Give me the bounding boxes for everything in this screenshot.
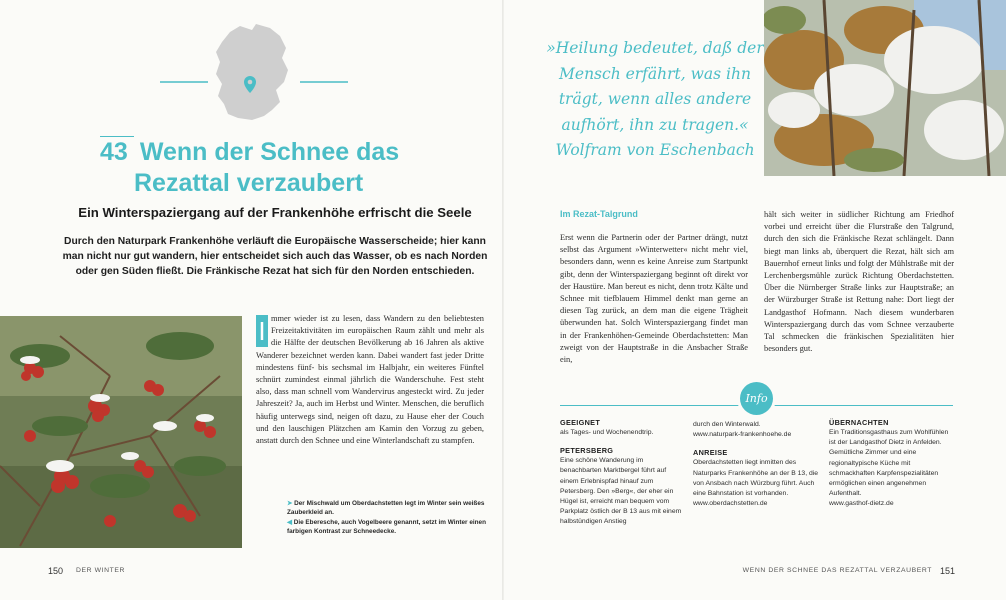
rowan-berries-photo	[0, 316, 242, 548]
caption-1: ➤ Der Mischwald um Oberdachstetten legt im Winter sein weißes Zauberkleid an.	[287, 500, 485, 517]
info-uebernachten-text: Ein Traditionsgasthaus zum Wohlfühlen ist der Landgasthof Dietz in Anfelden. Gemütliche Zimmer und eine regionaltypische Küche mit schmackhaften Karpfenspezialitäten ermöglichen einen angenehmen Aufenthalt.	[829, 429, 949, 498]
right-body-col2: hält sich weiter in südlicher Richtung am Friedhof vorbei und erreicht über die Flurstraße den Talgrund, durch den sich die Fränkische Rezat schlängelt. Dann biegt man links ab, überquert die Rezat, hält sich am Bauernhof erneut links und folgt der Mühlstraße mit der Lerchenbergsmühle zurück Richtung Oberdachstetten. Über die Nürnberger Straße links zur Hauptstraße; an der Würzburger Straße ist Rettung nahe: Dort liegt der Landgasthof Hofmann. Nach diesem wunderbaren Winterspaziergang durch das vom Schnee verzauberte Tal schmecken die fränkischen Spezialitäten hier besonders gut.	[764, 210, 954, 354]
chapter-subtitle: Ein Winterspaziergang auf der Frankenhöhe erfrischt die Seele	[78, 205, 472, 220]
info-petersberg-text: Eine schöne Wanderung im benachbarten Marktbergel führt auf einem Erlebnispfad hinauf zum Petersberg. Den »Berg«, der eher ein Hügel ist, erreicht man bequem vom Parkplatz östlich der B 13 aus mit einem halbstündigen Anstieg	[560, 457, 682, 526]
info-geeignet-text: als Tages- und Wochenendtrip.	[560, 429, 654, 436]
info-petersberg-heading: PETERSBERG	[560, 446, 614, 456]
info-uebernachten-link[interactable]: www.gasthof-dietz.de	[829, 500, 894, 508]
right-running-head: WENN DER SCHNEE DAS REZATTAL VERZAUBERT	[742, 567, 932, 574]
page-gutter	[502, 0, 504, 600]
chapter-number: 43	[100, 136, 134, 168]
dropcap: I	[256, 315, 268, 347]
info-petersberg-link[interactable]: www.naturpark-frankenhoehe.de	[693, 431, 792, 439]
left-page-number: 150	[48, 566, 64, 576]
quote-author: Wolfram von Eschenbach	[555, 141, 755, 159]
quote-line-4: aufhört, ihn zu tragen.«	[561, 115, 749, 134]
info-uebernachten-heading: ÜBERNACHTEN	[829, 418, 889, 427]
quote-line-1: »Heilung bedeutet, daß der	[546, 39, 764, 57]
caption-arrow-left-icon: ◀	[287, 518, 292, 526]
right-page-number: 151	[940, 566, 956, 576]
chapter-intro: Durch den Naturpark Frankenhöhe verläuft die Europäische Wasserscheide; hier kann man nicht nur gut wandern, hier entscheidet sich auch das Wasser, ob es nach Norden oder gen Süden fließt. Die Fränkische Rezat hat sich für den Norden entschieden.	[62, 236, 488, 277]
section-heading: Im Rezat-Talgrund	[560, 209, 638, 219]
info-col-3	[829, 418, 953, 510]
info-petersberg-cont: durch den Winterwald.	[693, 421, 761, 428]
left-body-paragraph: mmer wieder ist zu lesen, dass Wandern zu den beliebtesten Freizeitaktivitäten im europäischen Raum zählt und mehr als die Hälfte der deutschen Bevölkerung ab 16 Jahren als aktive Wanderer bezeichnet werden kann. Dabei wandert fast jeder Dritte mindestens fünf- bis sechsmal im Halbjahr, ein weiteres Fünftel schnürt zumindest einmal jährlich die Wanderschuhe. Fest steht also, dass man schnell vom Wandervirus angesteckt wird. Zu jeder Jahreszeit? Ja, auch im Herbst und Winter. Menschen, die beruflich häufig unterwegs sind, neigen oft dazu, zu Hause eher der Couch und den lauschigen Plätzchen am Kamin den Vorzug zu geben, anstatt durch den Schnee und eine Winterlandschaft zu stampfen.	[256, 314, 484, 446]
info-badge-icon: Info	[740, 382, 773, 415]
chapter-title-line2: Rezattal verzaubert	[134, 169, 364, 197]
chapter-heading	[100, 136, 500, 199]
chapter-title-line1: Wenn der Schnee das	[139, 138, 400, 166]
germany-map-icon	[160, 18, 360, 128]
right-body-col1: Erst wenn die Partnerin oder der Partner drängt, nutzt selbst das Argument »Winterwetter« nicht mehr viel, besonders dann, wenn es keine Anreise zum Startpunkt gibt, denn der Winterspaziergang beginnt oft direkt vor der Haustüre. Man bereut es nicht, denn trotz Kälte und Schnee mit tiefblauem Himmel denkt man gerne an diesen Tag zurück, an dem man die eigene Trägheit überwunden hat. Solch Winterspaziergang findet man in der Frankenhöhen-Gemeinde Oberdachstetten: Man zweigt von der Hauptstraße in die Ansbacher Straße ein,	[560, 233, 748, 365]
caption-arrow-right-icon: ➤	[287, 500, 293, 507]
snowy-forest-photo	[764, 0, 1006, 176]
info-anreise-text: Oberdachstetten liegt inmitten des Naturparks Frankenhöhe an der B 13, die von Ansbach nach Würzburg führt. Auch eine Bahnstation ist vorhanden.	[693, 459, 819, 498]
quote-block	[540, 36, 770, 164]
left-body-text	[256, 313, 484, 447]
quote-line-2: Mensch erfährt, was ihn	[559, 64, 751, 83]
caption-2: ◀ Die Eberesche, auch Vogelbeere genannt, setzt im Winter einen farbigen Kontrast zur Schneedecke.	[287, 518, 487, 535]
left-running-head: DER WINTER	[76, 567, 126, 574]
info-anreise-heading: ANREISE	[693, 448, 728, 458]
photo-captions	[287, 499, 487, 536]
info-geeignet-heading: GEEIGNET	[560, 418, 601, 427]
quote-line-3: trägt, wenn alles andere	[558, 90, 752, 108]
info-col-1	[560, 418, 684, 528]
info-col-2	[693, 418, 819, 509]
info-anreise-link[interactable]: www.oberdachstetten.de	[693, 500, 768, 508]
